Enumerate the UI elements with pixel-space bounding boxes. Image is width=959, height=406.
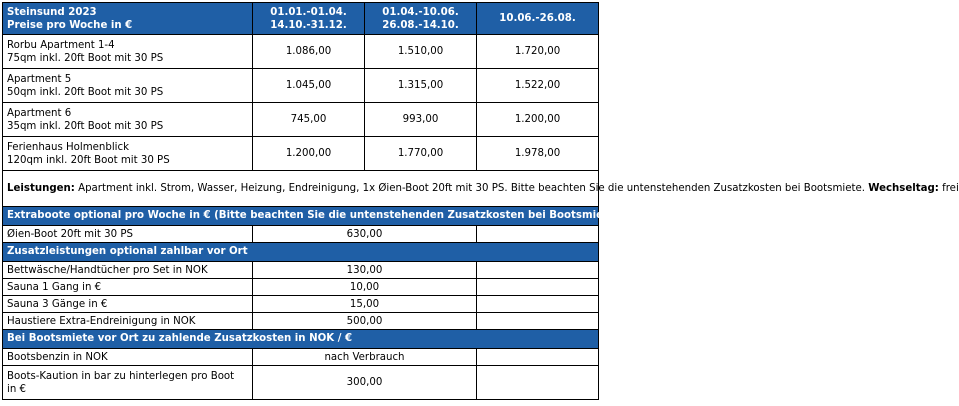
price-table <box>2 2 959 400</box>
table-row <box>3 69 599 103</box>
item-value: 15,00 <box>253 296 477 313</box>
price-cell: 1.045,00 <box>253 69 365 103</box>
table-row <box>3 349 599 366</box>
empty-cell <box>477 262 599 279</box>
item-label: Øien-Boot 20ft mit 30 PS <box>3 226 253 243</box>
item-label: Haustiere Extra-Endreinigung in NOK <box>3 313 253 330</box>
apartment-cell: Apartment 6 35qm inkl. 20ft Boot mit 30 PS <box>3 103 253 137</box>
price-cell: 1.522,00 <box>477 69 599 103</box>
apartment-cell: Apartment 5 50qm inkl. 20ft Boot mit 30 PS <box>3 69 253 103</box>
item-label: Sauna 1 Gang in € <box>3 279 253 296</box>
section-header-zusatzleistungen: Zusatzleistungen optional zahlbar vor Ort <box>3 243 599 262</box>
item-value: nach Verbrauch <box>253 349 477 366</box>
table-title: Steinsund 2023 Preise pro Woche in € <box>3 3 253 35</box>
empty-cell <box>477 279 599 296</box>
table-row <box>3 296 599 313</box>
item-value: 630,00 <box>253 226 477 243</box>
table-row <box>3 279 599 296</box>
price-cell: 1.200,00 <box>477 103 599 137</box>
apartment-cell: Rorbu Apartment 1-4 75qm inkl. 20ft Boot mit 30 PS <box>3 35 253 69</box>
item-value: 10,00 <box>253 279 477 296</box>
empty-cell <box>477 296 599 313</box>
table-row <box>3 366 599 400</box>
table-row <box>3 226 599 243</box>
price-cell: 1.200,00 <box>253 137 365 171</box>
leistungen-row <box>3 171 599 207</box>
table-row <box>3 103 599 137</box>
price-cell: 1.720,00 <box>477 35 599 69</box>
item-value: 300,00 <box>253 366 477 400</box>
table-row <box>3 137 599 171</box>
section-header-extraboote: Extraboote optional pro Woche in € (Bitte beachten Sie die untenstehenden Zusatzkosten bei Bootsmiete.) <box>3 207 599 226</box>
price-cell: 1.978,00 <box>477 137 599 171</box>
header-row <box>3 3 599 35</box>
price-cell: 1.770,00 <box>365 137 477 171</box>
price-cell: 993,00 <box>365 103 477 137</box>
price-cell: 745,00 <box>253 103 365 137</box>
item-label: Bettwäsche/Handtücher pro Set in NOK <box>3 262 253 279</box>
price-cell: 1.510,00 <box>365 35 477 69</box>
table-row <box>3 35 599 69</box>
table-row <box>3 262 599 279</box>
item-label: Sauna 3 Gänge in € <box>3 296 253 313</box>
empty-cell <box>477 349 599 366</box>
item-label: Boots-Kaution in bar zu hinterlegen pro Boot in € <box>3 366 253 400</box>
table-row <box>3 313 599 330</box>
season-header-1: 01.01.-01.04. 14.10.-31.12. <box>253 3 365 35</box>
item-value: 500,00 <box>253 313 477 330</box>
empty-cell <box>477 226 599 243</box>
empty-cell <box>477 366 599 400</box>
leistungen-note: Leistungen: Apartment inkl. Strom, Wasser, Heizung, Endreinigung, 1x Øien-Boot 20ft mit 30 PS. Bitte beachten Sie die untenstehenden Zusatzkosten bei Bootsmiete. Wechseltag: frei <box>3 171 599 207</box>
price-cell: 1.086,00 <box>253 35 365 69</box>
section-header-bootsmiete: Bei Bootsmiete vor Ort zu zahlende Zusatzkosten in NOK / € <box>3 330 599 349</box>
item-label: Bootsbenzin in NOK <box>3 349 253 366</box>
season-header-3: 10.06.-26.08. <box>477 3 599 35</box>
item-value: 130,00 <box>253 262 477 279</box>
season-header-2: 01.04.-10.06. 26.08.-14.10. <box>365 3 477 35</box>
apartment-cell: Ferienhaus Holmenblick 120qm inkl. 20ft Boot mit 30 PS <box>3 137 253 171</box>
empty-cell <box>477 313 599 330</box>
price-cell: 1.315,00 <box>365 69 477 103</box>
